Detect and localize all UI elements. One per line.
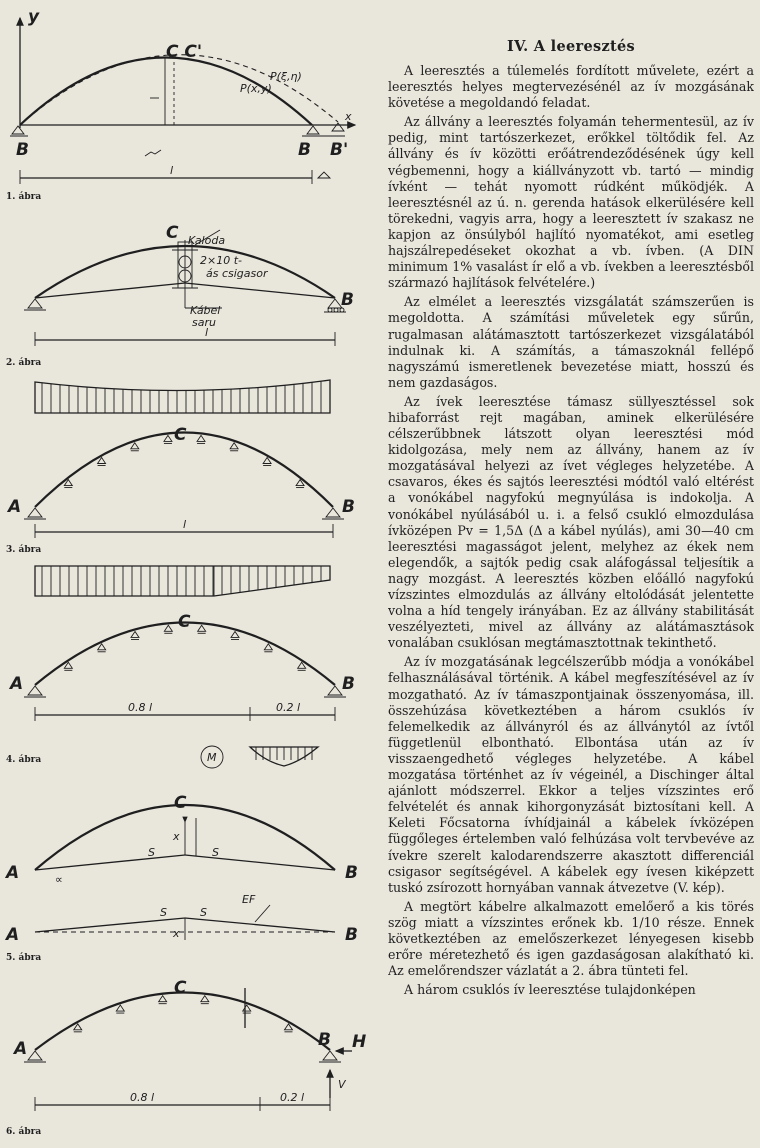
dim-02l: 0.2 l [276, 701, 301, 714]
text-column [388, 38, 754, 1143]
bearing-symbol [201, 996, 209, 1002]
bearing-symbol [98, 457, 106, 463]
support-a: A [10, 674, 24, 694]
support-b-left: B [16, 140, 29, 160]
paragraph-6: A megtört kábelre alkalmazott emelőerő a kis törés szög miatt a vízszintes erőnek kb. 1/10 része. Ennek következtében az emelőszerkezet lényegesen kisebb erőre méretezhető és igen gazdaságosan alakítható ki. Az emelőrendszer vázlatát a 2. ábra tünteti fel. [388, 898, 754, 979]
moment-label: M [207, 751, 217, 764]
load-diagram-1 [35, 380, 330, 413]
point-p-label: P(x,y) [240, 82, 272, 95]
figure-1 [6, 7, 355, 202]
paragraph-7: A három csuklós ív leeresztése tulajdonképen [404, 982, 696, 998]
paragraph-3: Az elmélet a leeresztés vizsgálatát számszerűen is megoldotta. A számítási műveletek egy sűrűn, rugalmasan alátámasztott tartószerkezet vizsgálatából indulnak ki. A számítás, a támaszoknál fellépő nagyszámú ismeretlenek bevezetése miatt, hosszú és nem gazdaságos. [388, 294, 754, 390]
paragraph-1: A leeresztés a túlemelés fordított művelete, ezért a leeresztés helyes megtervezésénél az ív mozgásának követése a megoldandó feladat. [388, 63, 754, 111]
paragraph-5: Az ív mozgatásának legcélszerűbb módja a vonókábel felhasználásával történik. A kábel megfeszítésével az ív mozgatható. Az ív támaszpontjainak összenyomása, ill. összehúzása következtében a három csuklós ív felemelkedik az állványról és az állványtól az ívtől függetlenül elbontható. Elbontása után az ív visszaengedhető végleges helyzetébe. A kábel mozgatása történhet az ív végeinél, a Dischinger által ajánlott módszerrel. Ekkor a teljes vízszintes erő felvételét és annak kihorgonyzását biztosítani kell. A Keleti Főcsatorna ívhídjainál a kábelek ívközépen függőleges értelemben való felhúzása volt tervbevéve az ívekre szerelt kalodarendszerre akasztott differenciál csigasor segítségével. A kábelek egy ívesen kiképzett tuskó zsírozott hornyában vannak átvezetve (V. kép). [388, 654, 754, 895]
ef-label: EF [242, 893, 256, 906]
force-h: H [352, 1032, 367, 1052]
s-label-4: S [200, 906, 207, 919]
support-b: B [342, 674, 355, 694]
point-p2-label: P(ξ,η) [270, 70, 302, 83]
s-label-2: S [212, 846, 219, 859]
bearing-symbol [98, 644, 106, 650]
s-label-1: S [148, 846, 155, 859]
caption-fig4: 4. ábra [6, 755, 42, 765]
span-l: l [183, 518, 187, 531]
x-label-lower: x [173, 927, 180, 940]
figure-4 [6, 612, 355, 768]
crown-c: C [174, 793, 187, 813]
caption-fig3: 3. ábra [6, 545, 42, 555]
caption-fig5: 5. ábra [6, 953, 42, 963]
support-b: B [342, 497, 355, 517]
alpha-label: ∝ [55, 873, 63, 886]
support-a: A [14, 1039, 28, 1059]
support-a-lower: A [6, 925, 20, 945]
support-b-upper: B [345, 863, 358, 883]
paragraph-4: Az ívek leeresztése támasz süllyesztéssel sok hibaforrást rejt magában, aminek elkerülésére célszerűbbnek látszott olyan leeresztési mód kidolgozása, mely nem az állvány, hanem az ív mozgatásával helyezi az ívet végleges helyzetébe. A csavaros, ékes és sajtós leeresztési módtól való eltérést a vonókábel nagyfokú megnyúlása is indokolja. A vonókábel nyúlásából u. i. a felső csukló elmozdulása ívközépen Pv = 1,5Δ (Δ a kábel nyúlás), ami 30—40 cm leeresztési magasságot jelent, melyhez az ékek nem elegendők, a sajtók pedig csak aláfogással teljesítik a nagy mozgást. A leeresztés közben előálló nagyfokú vízszintes elmozdulás az állvány eltolódását jelentette volna a híd tengely irányában. Ez az állvány stabilitását veszélyezteti, mivel az állvány az alátámasztások vonalában csuklósan megtámasztottnak tekinthető. [388, 393, 754, 651]
support-a: A [8, 497, 22, 517]
figure-3 [6, 425, 355, 555]
support-b-prime: B' [330, 140, 349, 160]
force-v: V [338, 1078, 346, 1091]
figure-6 [6, 978, 366, 1137]
crown-c: C [174, 978, 187, 998]
bearing-symbol [164, 625, 172, 631]
crown-labels: C C' [166, 42, 203, 62]
crown-c: C [178, 612, 191, 632]
bearing-symbol [263, 457, 271, 463]
bearing-symbol [284, 1024, 292, 1030]
bearing-symbol [264, 644, 272, 650]
crown-c: C [174, 425, 187, 445]
figure-5 [4, 793, 358, 963]
caption-fig6: 6. ábra [6, 1127, 42, 1137]
span-l: l [170, 164, 174, 177]
y-axis-label: y [28, 7, 40, 27]
load-diagram-2 [35, 566, 330, 596]
support-b-right: B [298, 140, 311, 160]
span-l: l [205, 326, 209, 339]
section-title: IV. A leeresztés [506, 38, 635, 55]
kaloda-label: Kaloda [188, 234, 226, 247]
x-axis-label: x [345, 110, 352, 123]
bearing-symbol [243, 1005, 251, 1011]
support-b: B [341, 290, 354, 310]
support-a-upper: A [6, 863, 20, 883]
bearing-symbol [164, 435, 172, 441]
s-label-3: S [160, 906, 167, 919]
dim-08l: 0.8 l [128, 701, 153, 714]
bearing-symbol [197, 435, 205, 441]
x-label: x [173, 830, 180, 843]
crown-c: C [166, 223, 179, 243]
bearing-symbol [131, 443, 139, 449]
pulley-label-2: ás csigasor [206, 267, 268, 280]
dim-08l: 0.8 l [130, 1091, 155, 1104]
cable-label-2: saru [192, 316, 216, 329]
pulley-label-1: 2×10 t- [200, 254, 242, 267]
bearing-symbol [131, 631, 139, 637]
bearing-symbol [116, 1005, 124, 1011]
support-b: B [318, 1030, 331, 1050]
paragraph-2: Az állvány a leeresztés folyamán tehermentesül, az ív pedig, mint tartószerkezet, erőkkel töltődik fel. Az állvány és ív közötti erőátrendeződésének úgy kell végbemenni, hogy a kiállványzott vb. tartó — mindig ívként — tehát nyomott rúdként működjék. A leeresztésnél az ú. n. gerenda hatások elkerülésére kell törekedni, vagyis arra, hogy a leeresztett ív szakasz ne kapjon az önsúlyból hajlító nyomatékot, ami esetleg hajszálrepedéseket okozhat a vb. ívben. (A DIN minimum 1% vasalást ír elő a vb. ívekben a leeresztésből származó hajlítások felvételére.) [388, 114, 754, 291]
bearing-symbol [198, 625, 206, 631]
bearing-symbol [230, 443, 238, 449]
bearing-symbol [159, 996, 167, 1002]
support-b-lower: B [345, 925, 358, 945]
figure-2 [6, 223, 354, 368]
cable-label-1: Kábel [190, 304, 221, 317]
caption-fig1: 1. ábra [6, 192, 42, 202]
dim-02l: 0.2 l [280, 1091, 305, 1104]
bearing-symbol [74, 1024, 82, 1030]
caption-fig2: 2. ábra [6, 358, 42, 368]
bearing-symbol [231, 631, 239, 637]
